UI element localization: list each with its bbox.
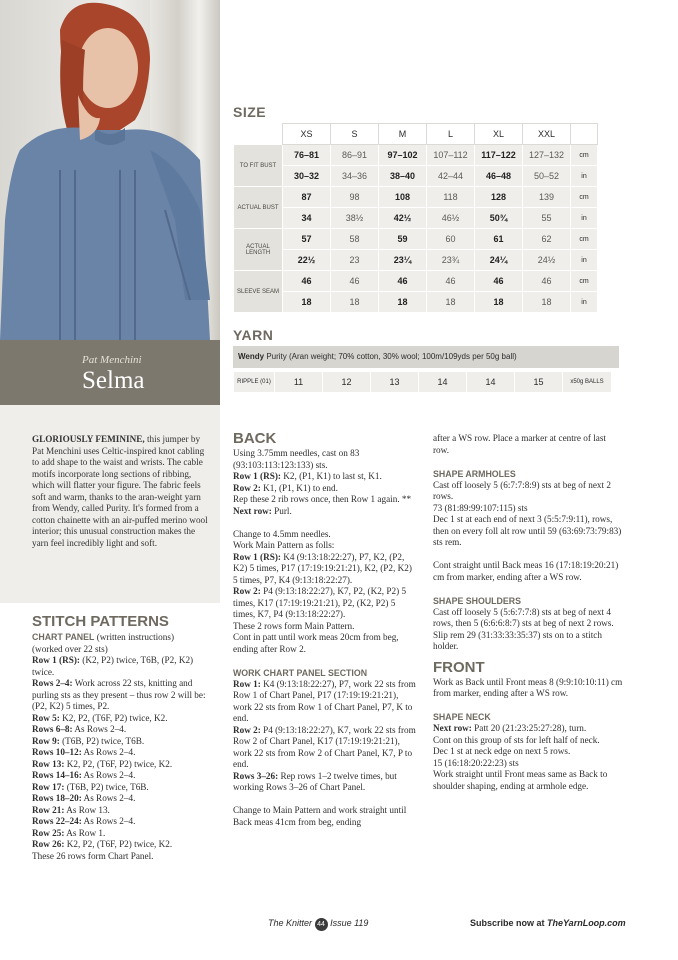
instruction-text: K2, P2, (T6F, P2) twice, K2. xyxy=(64,839,173,849)
instruction-text: These 26 rows form Chart Panel. xyxy=(32,850,154,861)
size-cell: 24¼ xyxy=(475,250,523,271)
instruction-line xyxy=(233,632,418,655)
size-cell: 18 xyxy=(475,292,523,313)
instruction-lead: Next row: xyxy=(233,505,272,516)
size-cell: 34 xyxy=(283,208,331,229)
size-heading: SIZE xyxy=(233,104,267,120)
instruction-line xyxy=(233,517,418,529)
subscribe-link[interactable] xyxy=(470,918,626,928)
subscribe-text: Subscribe now at xyxy=(470,918,548,928)
instruction-text: K2, P2, (T6F, P2) twice, K2. xyxy=(59,712,168,723)
intro-panel xyxy=(0,405,220,603)
size-cell: 86–91 xyxy=(331,145,379,166)
size-cell: 46–48 xyxy=(475,166,523,187)
instruction-lead: Row 25: xyxy=(32,827,65,838)
instruction-lead: Row 1 (RS): xyxy=(32,655,80,665)
instruction-line xyxy=(233,679,418,725)
yarn-description xyxy=(233,346,619,368)
instruction-line xyxy=(32,736,217,748)
yarn-table xyxy=(233,371,612,393)
shape-neck-subheading: SHAPE NECK xyxy=(433,712,491,722)
instruction-text: K4 (9:13:18:22:27), P7, work 22 sts from Row 1 of Chart Panel, P17 (17:19:19:21:21), work 22 sts from Row 1 of Chart Panel, P7, K to end. xyxy=(233,678,416,723)
size-column-header: M xyxy=(379,124,427,145)
instruction-line xyxy=(32,713,217,725)
size-column-header: XS xyxy=(283,124,331,145)
instruction-lead: Row 9: xyxy=(32,735,60,746)
size-cell: 59 xyxy=(379,229,427,250)
size-cell: 23¾ xyxy=(427,250,475,271)
instruction-text: K2, (P1, K1) to last st, K1. xyxy=(280,471,382,481)
instruction-line xyxy=(233,586,418,621)
yarn-qty: 12 xyxy=(323,372,371,393)
instruction-line xyxy=(32,655,217,678)
instruction-lead: Row 13: xyxy=(32,758,65,769)
yarn-unit: x50g BALLS xyxy=(563,372,612,393)
instruction-text: Change to Main Pattern and work straight until Back meas 41cm from beg, ending xyxy=(233,805,407,827)
size-unit: in xyxy=(571,292,598,313)
title-band xyxy=(0,340,220,405)
instruction-line xyxy=(32,759,217,771)
size-cell: 128 xyxy=(475,187,523,208)
back-instructions xyxy=(233,448,418,655)
size-column-header: XXL xyxy=(523,124,571,145)
size-cell: 22½ xyxy=(283,250,331,271)
instruction-text: K4 (9:13:18:22:27), P7, K2, (P2, K2) 5 times, P17 (17:19:19:21:21), K2, (P2, K2) 5 times, P7, K4 (9:13:18:22:27). xyxy=(233,551,412,585)
stitch-instructions xyxy=(32,644,217,863)
size-cell: 46 xyxy=(379,271,427,292)
yarn-qty: 15 xyxy=(515,372,563,393)
instruction-line xyxy=(233,483,418,495)
size-cell: 60 xyxy=(427,229,475,250)
instruction-lead: Rows 14–16: xyxy=(32,770,82,780)
size-cell: 42½ xyxy=(379,208,427,229)
instruction-line xyxy=(32,782,217,794)
size-cell: 42–44 xyxy=(427,166,475,187)
neck-lead: Next row: xyxy=(433,723,472,733)
size-column-header: XL xyxy=(475,124,523,145)
size-cell: 46 xyxy=(283,271,331,292)
size-cell: 61 xyxy=(475,229,523,250)
instruction-text: P4 (9:13:18:22:27), K7, P2, (K2, P2) 5 times, K17 (17:19:19:21:21), P2, (K2, P2) 5 times, K7, P4 (9:13:18:22:27). xyxy=(233,586,407,619)
size-cell: 58 xyxy=(331,229,379,250)
instruction-text: (T6B, P2) twice, T6B. xyxy=(64,781,149,792)
instruction-text: (T6B, P2) twice, T6B. xyxy=(59,735,145,746)
size-cell: 108 xyxy=(379,187,427,208)
intro-body: this jumper by Pat Menchini uses Celtic-inspired knot cabling to add shape to the waist and wrists. The cable motifs incorporate long sections of ribbing, which will flatter your figure. The fabric feels soft and warm, thanks to the aran-weight yarn from Wendy, called Purity. It's formed from a cotton chainette with an air-puffed merino wool interior; this unusual construction makes the yarn feel incredibly light and soft. xyxy=(32,434,208,548)
instruction-line xyxy=(233,794,418,806)
size-cell: 57 xyxy=(283,229,331,250)
instruction-line xyxy=(233,494,418,506)
size-cell: 98 xyxy=(331,187,379,208)
size-cell: 18 xyxy=(427,292,475,313)
instruction-line xyxy=(32,851,217,863)
instruction-lead: Rows 18–20: xyxy=(32,793,82,803)
instruction-text: Change to 4.5mm needles. xyxy=(233,528,331,539)
size-cell: 46 xyxy=(331,271,379,292)
instruction-line xyxy=(32,839,217,851)
instruction-line xyxy=(233,540,418,552)
instruction-text: Rep rows 1–2 twelve times, but working Rows 3–26 of Chart Panel. xyxy=(233,770,397,792)
shape-armholes-subheading: SHAPE ARMHOLES xyxy=(433,468,516,479)
pattern-title: Selma xyxy=(82,367,145,394)
chart-panel-subheading: CHART PANEL xyxy=(32,632,95,642)
size-unit: in xyxy=(571,250,598,271)
instruction-line xyxy=(32,678,217,713)
instruction-line xyxy=(233,725,418,771)
instruction-text: As Rows 2–4. xyxy=(81,816,136,826)
size-cell: 46 xyxy=(475,271,523,292)
size-cell: 76–81 xyxy=(283,145,331,166)
shape-shoulders-subheading: SHAPE SHOULDERS xyxy=(433,595,521,606)
size-row-label: ACTUAL BUST xyxy=(234,187,283,229)
unit-column-header xyxy=(571,124,598,145)
size-cell: 55 xyxy=(523,208,571,229)
instruction-line xyxy=(233,471,418,483)
instruction-line xyxy=(233,529,418,541)
instruction-text: As Rows 2–4. xyxy=(72,724,127,734)
size-cell: 30–32 xyxy=(283,166,331,187)
instruction-line xyxy=(32,747,217,759)
magazine-credit xyxy=(268,918,368,931)
instruction-line xyxy=(233,621,418,633)
size-cell: 34–36 xyxy=(331,166,379,187)
instruction-line xyxy=(32,816,217,828)
size-cell: 23¼ xyxy=(379,250,427,271)
chart-section-instructions xyxy=(233,679,418,829)
intro-lead: GLORIOUSLY FEMININE, xyxy=(32,434,145,444)
stitch-patterns-column xyxy=(32,613,217,862)
size-unit: cm xyxy=(571,229,598,250)
yarn-heading: YARN xyxy=(233,327,274,343)
back-heading: BACK xyxy=(233,430,277,447)
size-cell: 97–102 xyxy=(379,145,427,166)
yarn-brand: Wendy xyxy=(238,352,265,361)
shape-armholes-text-2: Cont straight until Back meas 16 (17:18:19:20:21) cm from marker, ending after a WS row. xyxy=(433,560,619,582)
shape-shoulders-text: Cast off loosely 5 (5:6:7:7:8) sts at beg of next 4 rows, then 5 (6:6:6:8:7) sts at beg of next 2 rows. Slip rem 29 (31:33:33:35:37) sts on to a stitch holder. xyxy=(433,606,614,651)
model-photo xyxy=(0,0,220,340)
instruction-text: As Rows 2–4. xyxy=(81,770,136,780)
yarn-details: Purity (Aran weight; 70% cotton, 30% wool; 100m/109yds per 50g ball) xyxy=(266,352,517,361)
instruction-text: (K2, P2) twice, T6B, (P2, K2) twice. xyxy=(32,655,194,677)
instruction-lead: Row 2: xyxy=(233,724,261,735)
size-cell: 18 xyxy=(283,292,331,313)
instruction-text: K2, P2, (T6F, P2) twice, K2. xyxy=(64,758,173,769)
size-cell: 127–132 xyxy=(523,145,571,166)
size-table xyxy=(233,123,598,313)
front-text: Work as Back until Front meas 8 (9:9:10:10:11) cm from marker, ending after a WS row. xyxy=(433,676,623,698)
instruction-lead: Row 5: xyxy=(32,712,60,723)
size-row-label: TO FIT BUST xyxy=(234,145,283,187)
size-cell: 50¾ xyxy=(475,208,523,229)
instruction-text: (worked over 22 sts) xyxy=(32,643,108,654)
instruction-text: Using 3.75mm needles, cast on 83 (93:103:113:123:133) sts. xyxy=(233,448,360,470)
instruction-lead: Rows 6–8: xyxy=(32,724,73,734)
instruction-line xyxy=(233,805,418,828)
size-cell: 18 xyxy=(523,292,571,313)
issue-number: Issue 119 xyxy=(330,918,369,928)
size-unit: in xyxy=(571,208,598,229)
size-cell: 23 xyxy=(331,250,379,271)
instruction-line xyxy=(32,805,217,817)
size-cell: 107–112 xyxy=(427,145,475,166)
size-corner xyxy=(234,124,283,145)
instruction-lead: Row 2: xyxy=(233,586,261,596)
size-row-label: SLEEVE SEAM xyxy=(234,271,283,313)
size-unit: in xyxy=(571,166,598,187)
back-continuation: after a WS row. Place a marker at centre of last row. xyxy=(433,433,606,455)
instruction-line xyxy=(233,552,418,587)
instruction-text: Purl. xyxy=(271,505,292,516)
size-cell: 62 xyxy=(523,229,571,250)
instruction-text: Rep these 2 rib rows once, then Row 1 again. ** xyxy=(233,494,412,504)
instruction-lead: Row 2: xyxy=(233,482,261,493)
intro-text xyxy=(32,434,210,549)
instruction-text: As Row 13. xyxy=(64,804,110,815)
size-column-header: S xyxy=(331,124,379,145)
yarn-qty: 14 xyxy=(419,372,467,393)
page-number-badge: 44 xyxy=(315,918,328,931)
magazine-name: The Knitter xyxy=(268,918,313,928)
instruction-line xyxy=(233,506,418,518)
instruction-text: These 2 rows form Main Pattern. xyxy=(233,620,355,631)
size-cell: 139 xyxy=(523,187,571,208)
instruction-lead: Row 1 (RS): xyxy=(233,551,281,562)
size-unit: cm xyxy=(571,271,598,292)
size-cell: 46 xyxy=(427,271,475,292)
yarn-qty: 13 xyxy=(371,372,419,393)
size-cell: 24½ xyxy=(523,250,571,271)
instruction-text: K1, (P1, K1) to end. xyxy=(260,482,338,493)
instruction-line xyxy=(233,448,418,471)
instruction-text: As Rows 2–4. xyxy=(81,793,136,803)
chart-panel-section-subheading: WORK CHART PANEL SECTION xyxy=(233,667,368,678)
yarn-qty: 11 xyxy=(275,372,323,393)
instruction-text: Work Main Pattern as folls: xyxy=(233,540,335,550)
instruction-text: Work across 22 sts, knitting and purling sts as they present – thus row 2 will be: (P2, K2) 5 times, P2. xyxy=(32,678,206,711)
instruction-line xyxy=(32,828,217,840)
instruction-text: As Row 1. xyxy=(64,827,106,838)
front-heading: FRONT xyxy=(433,658,485,676)
instruction-text: P4 (9:13:18:22:27), K7, work 22 sts from Row 2 of Chart Panel, K17 (17:19:19:21:21), work 22 sts from Row 2 of Chart Panel, K7, P to end. xyxy=(233,724,416,769)
instruction-lead: Row 26: xyxy=(32,839,65,849)
instruction-line xyxy=(32,724,217,736)
shape-neck-text: Patt 20 (21:23:25:27:28), turn. Cont on this group of sts for left half of neck. Dec 1 st at neck edge on next 5 rows. 15 (16:18:20:22:23) sts Work straight until Front meas same as Back to shoulder shaping, ending at armhole edge. xyxy=(433,723,608,791)
site-name: TheYarnLoop.com xyxy=(547,918,626,928)
instruction-lead: Row 17: xyxy=(32,781,65,792)
size-cell: 38½ xyxy=(331,208,379,229)
chart-panel-subheading-rest: (written instructions) xyxy=(94,632,175,642)
instruction-text: Cont in patt until work meas 20cm from beg, ending after Row 2. xyxy=(233,632,399,654)
instruction-text: As Rows 2–4. xyxy=(81,747,136,757)
size-cell: 117–122 xyxy=(475,145,523,166)
instruction-lead: Row 1: xyxy=(233,678,261,689)
size-cell: 18 xyxy=(331,292,379,313)
size-cell: 38–40 xyxy=(379,166,427,187)
shape-armholes-text: Cast off loosely 5 (6:7:7:8:9) sts at beg of next 2 rows. 73 (81:89:99:107:115) sts Dec 1 st at each end of next 3 (5:5:7:9:11), rows, then on every foll alt row until 59 (63:69:73:79:83) sts rem. xyxy=(433,479,622,547)
instruction-line xyxy=(32,644,217,656)
designer-name: Pat Menchini xyxy=(82,354,142,366)
size-cell: 50–52 xyxy=(523,166,571,187)
size-cell: 18 xyxy=(379,292,427,313)
size-cell: 46½ xyxy=(427,208,475,229)
yarn-qty: 14 xyxy=(467,372,515,393)
instruction-lead: Row 21: xyxy=(32,804,65,815)
yarn-row-label: RIPPLE (01) xyxy=(234,372,275,393)
instruction-line xyxy=(32,793,217,805)
model-illustration xyxy=(0,0,220,340)
shaping-column xyxy=(433,433,623,792)
instruction-lead: Rows 22–24: xyxy=(32,816,82,826)
instruction-line xyxy=(32,770,217,782)
instruction-lead: Row 1 (RS): xyxy=(233,471,281,481)
size-cell: 118 xyxy=(427,187,475,208)
size-row-label: ACTUAL LENGTH xyxy=(234,229,283,271)
size-column-header: L xyxy=(427,124,475,145)
size-cell: 87 xyxy=(283,187,331,208)
size-unit: cm xyxy=(571,187,598,208)
back-column xyxy=(233,430,418,828)
stitch-patterns-heading: STITCH PATTERNS xyxy=(32,613,169,630)
instruction-line xyxy=(233,771,418,794)
instruction-lead: Rows 10–12: xyxy=(32,747,82,757)
size-cell: 46 xyxy=(523,271,571,292)
instruction-lead: Rows 2–4: xyxy=(32,678,73,688)
instruction-lead: Rows 3–26: xyxy=(233,770,279,781)
size-unit: cm xyxy=(571,145,598,166)
